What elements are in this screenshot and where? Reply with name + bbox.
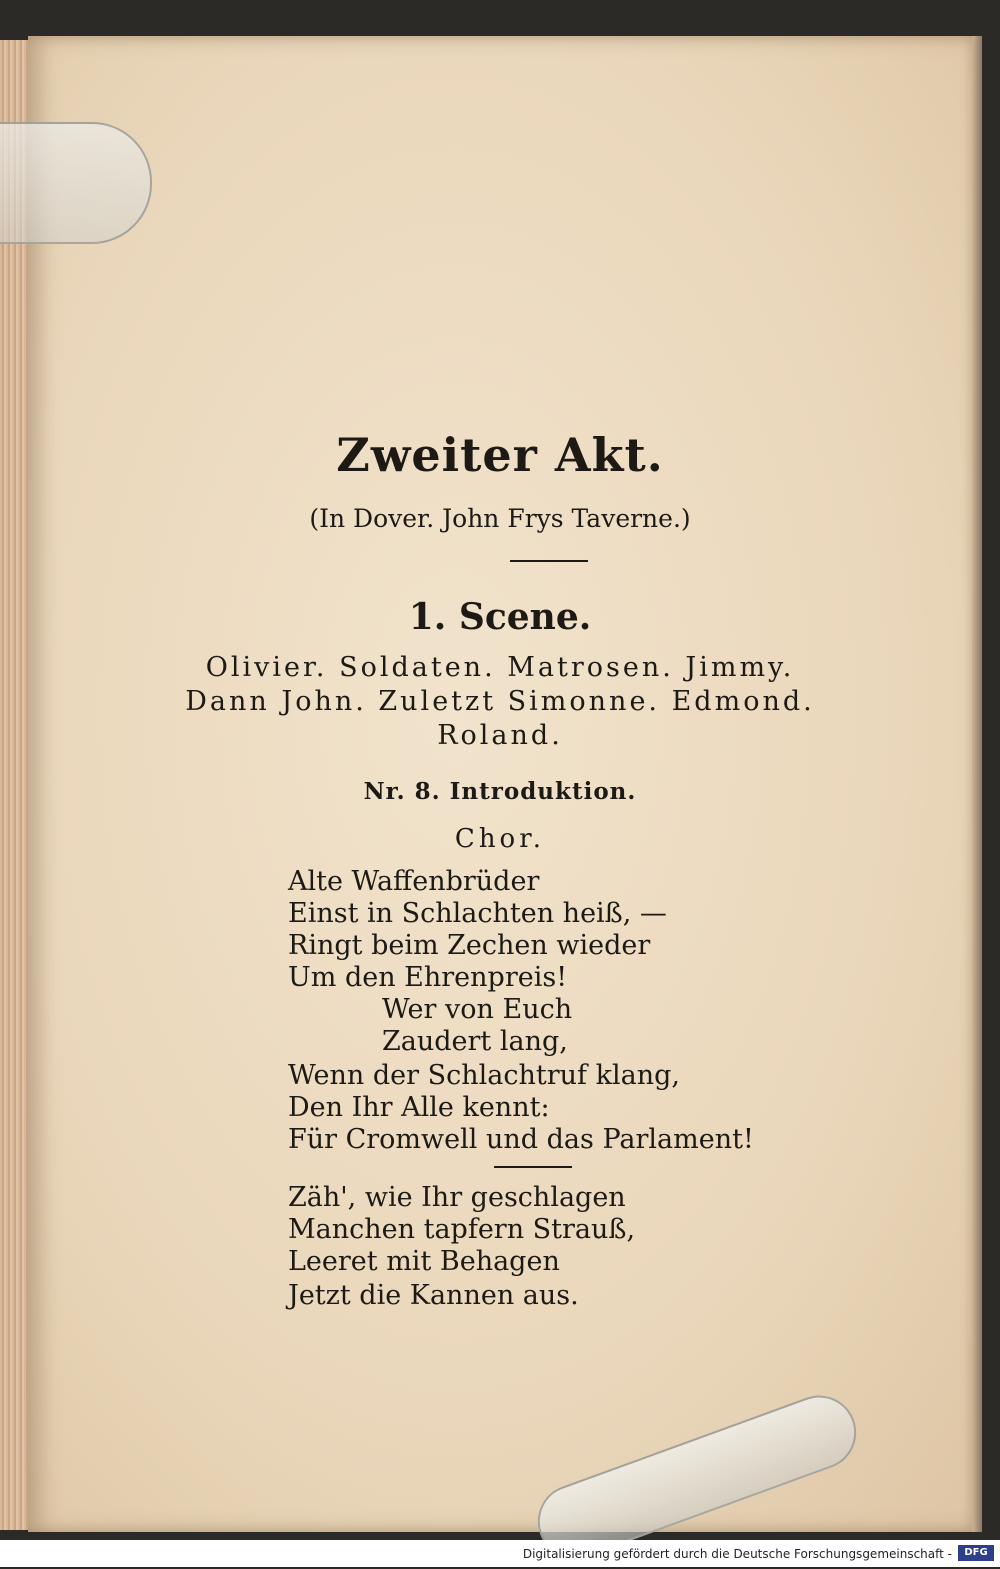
scene-title: 1. Scene. xyxy=(408,596,592,638)
cast-line: Dann John. Zuletzt Simonne. Edmond. xyxy=(185,686,815,717)
verse-line: Manchen tapfern Strauß, xyxy=(288,1214,636,1245)
verse-line: Zaudert lang, xyxy=(382,1026,568,1057)
verse-line: Wer von Euch xyxy=(382,994,573,1025)
verse-line: Für Cromwell und das Parlament! xyxy=(288,1124,754,1155)
divider-rule xyxy=(510,560,588,562)
chorus-label: Chor. xyxy=(454,824,546,854)
number-title: Nr. 8. Introduktion. xyxy=(363,778,637,805)
dfg-logo: DFG xyxy=(958,1545,994,1561)
verse-line: Jetzt die Kannen aus. xyxy=(288,1280,579,1311)
page-clip-top xyxy=(0,122,152,244)
verse-line: Alte Waffenbrüder xyxy=(288,866,540,897)
act-title: Zweiter Akt. xyxy=(336,428,664,482)
verse-line: Den Ihr Alle kennt: xyxy=(288,1092,550,1123)
verse-line: Einst in Schlachten heiß, — xyxy=(288,898,667,929)
setting-line: (In Dover. John Frys Taverne.) xyxy=(309,504,691,533)
verse-line: Ringt beim Zechen wieder xyxy=(288,930,651,961)
verse-line: Leeret mit Behagen xyxy=(288,1246,560,1277)
verse-line: Wenn der Schlachtruf klang, xyxy=(288,1060,680,1091)
cast-line: Roland. xyxy=(437,720,563,751)
divider-rule xyxy=(494,1166,572,1168)
footer-bar xyxy=(0,1540,1000,1567)
verse-line: Um den Ehrenpreis! xyxy=(288,962,568,993)
verse-line: Zäh', wie Ihr geschlagen xyxy=(288,1182,626,1213)
footer-text: Digitalisierung gefördert durch die Deutsche Forschungsgemeinschaft - xyxy=(522,1547,952,1561)
cast-line: Olivier. Soldaten. Matrosen. Jimmy. xyxy=(205,652,795,683)
